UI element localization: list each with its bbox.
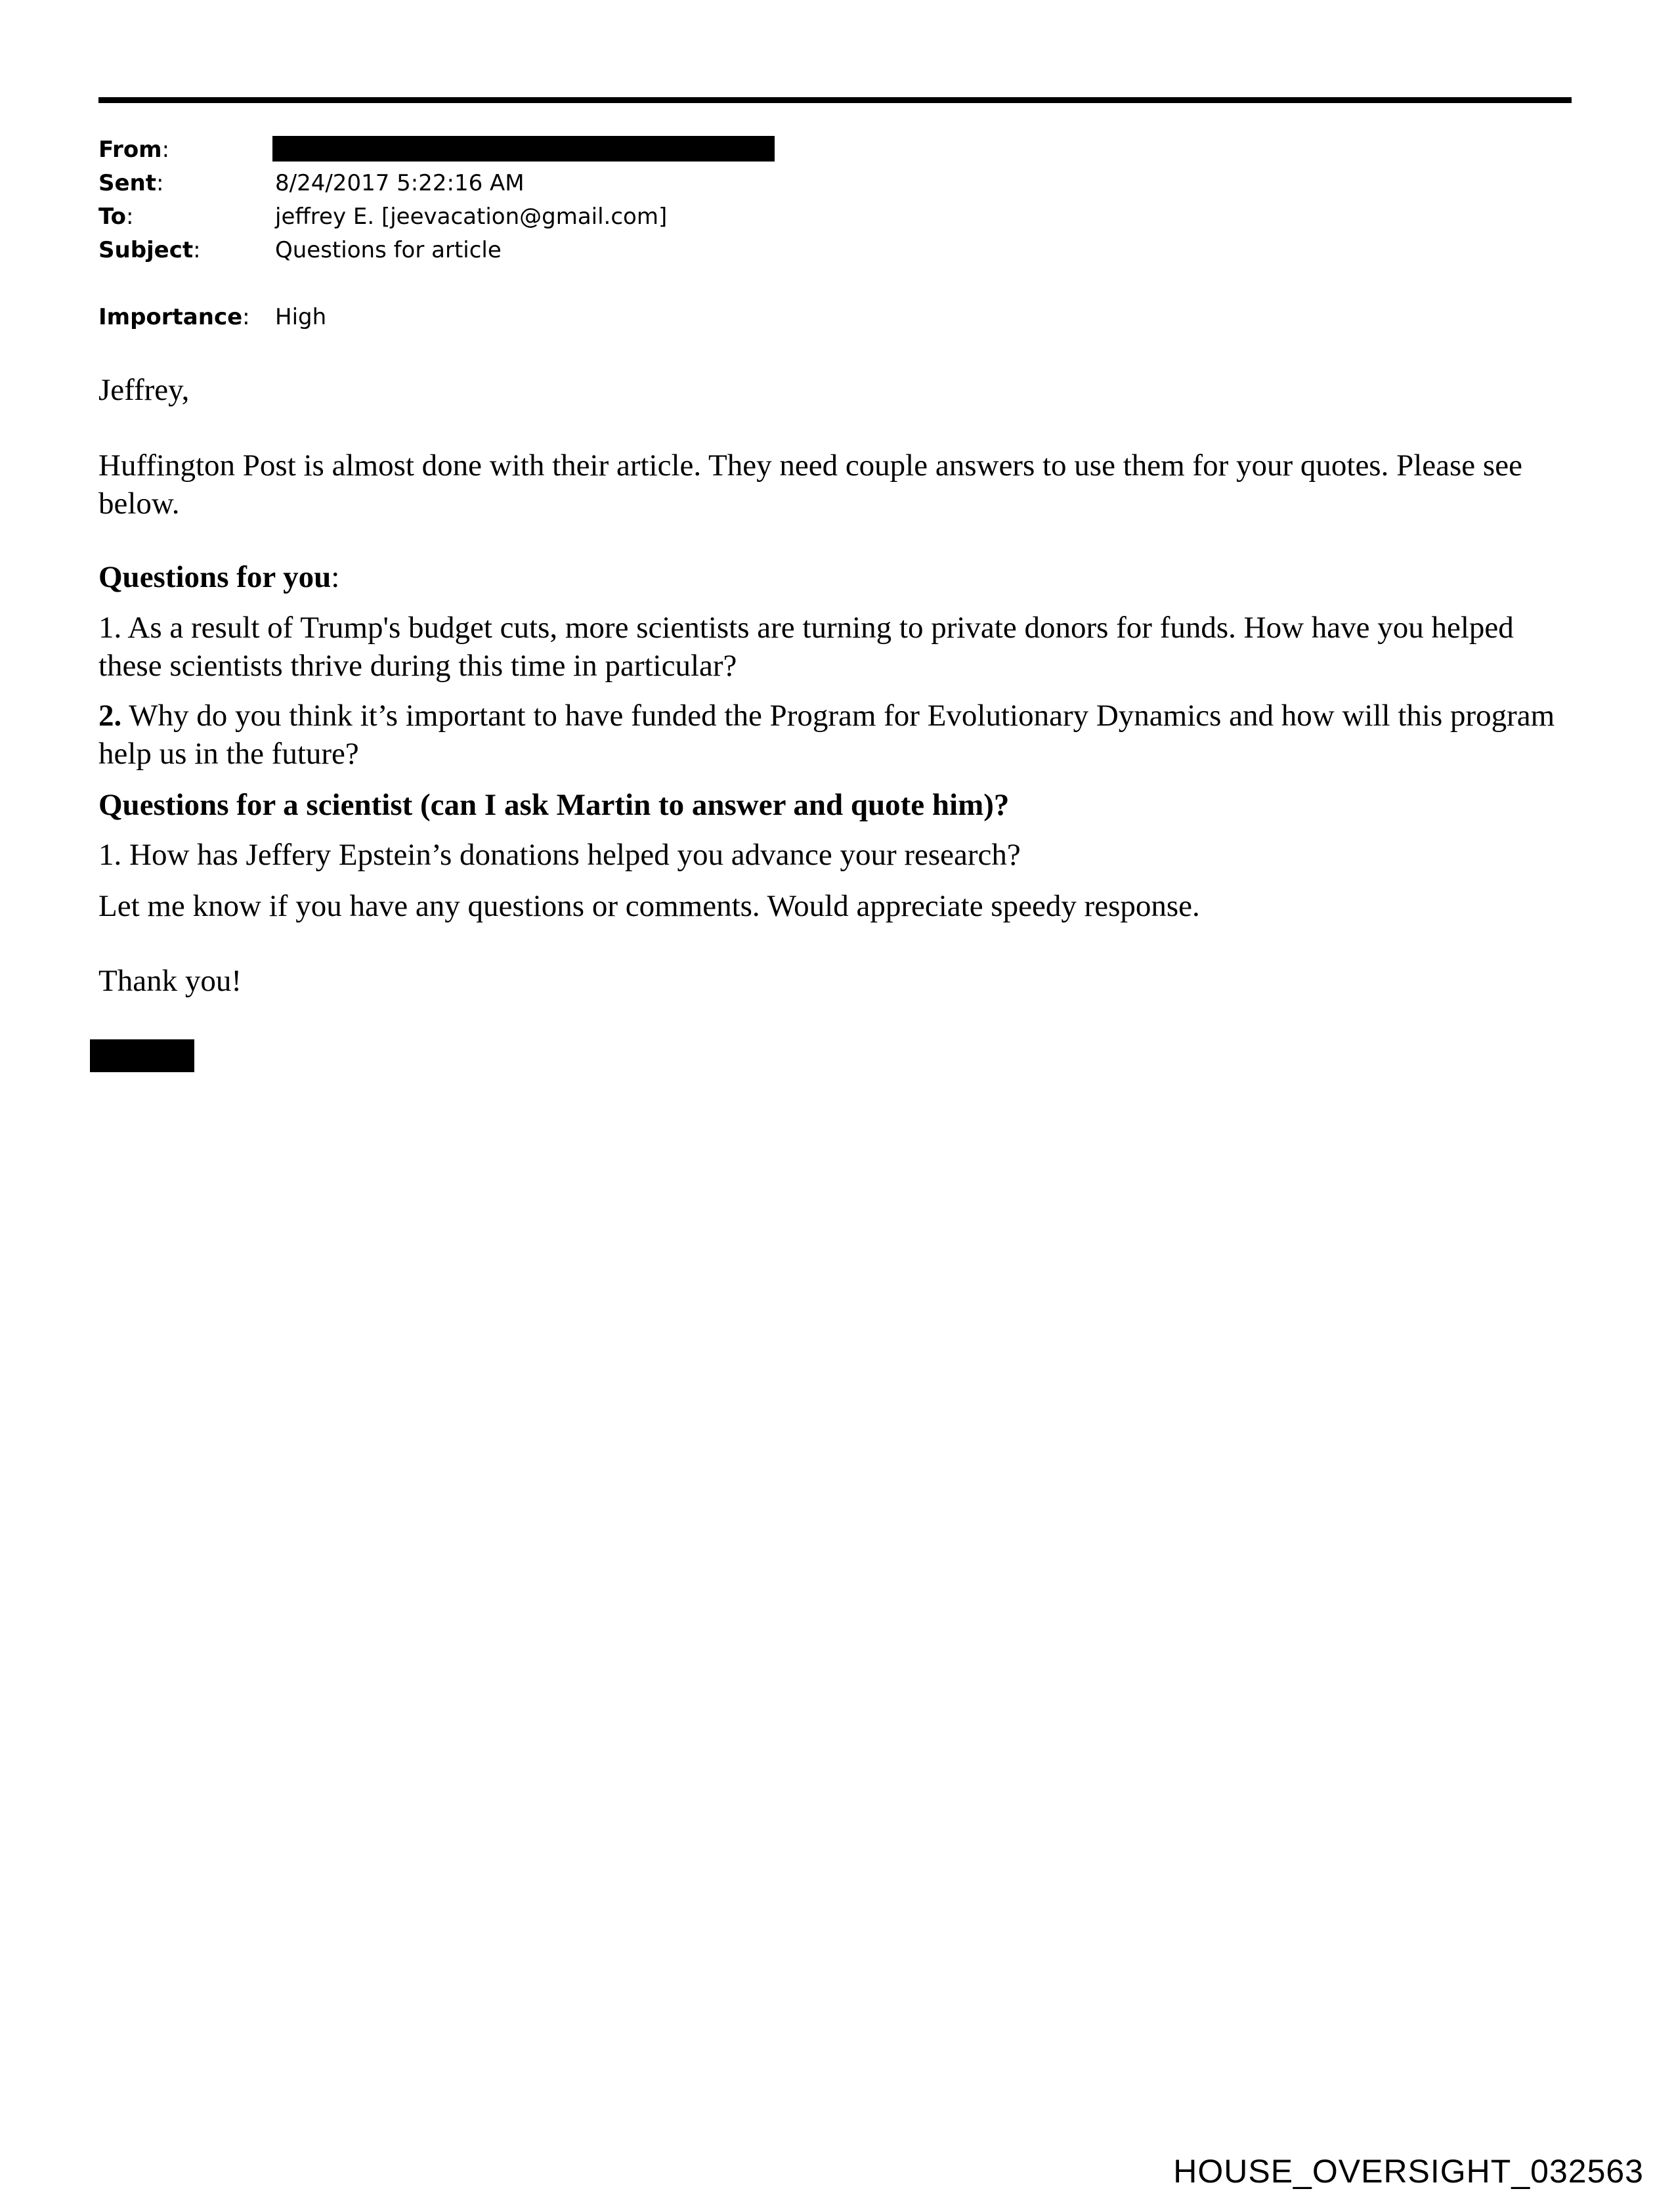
from-redaction bbox=[272, 136, 775, 162]
from-label: From: bbox=[98, 137, 170, 163]
sent-value: 8/24/2017 5:22:16 AM bbox=[275, 170, 525, 196]
thanks-line: Thank you! bbox=[98, 964, 242, 998]
greeting: Jeffrey, bbox=[98, 373, 190, 407]
questions-for-scientist-heading: Questions for a scientist (can I ask Martin to answer and quote him)? bbox=[98, 788, 1010, 822]
importance-value: High bbox=[275, 304, 327, 330]
subject-label: Subject: bbox=[98, 237, 201, 263]
question-1: 1. As a result of Trump's budget cuts, more scientists are turning to private donors for funds. How have you helped these scientists thrive during this time in particular? bbox=[98, 611, 1514, 683]
importance-label: Importance: bbox=[98, 304, 250, 330]
closing-paragraph: Let me know if you have any questions or comments. Would appreciate speedy response. bbox=[98, 889, 1200, 923]
questions-for-you-heading: Questions for you: bbox=[98, 560, 340, 594]
to-label: To: bbox=[98, 204, 134, 230]
sent-label: Sent: bbox=[98, 170, 164, 196]
intro-paragraph: Huffington Post is almost done with their article. They need couple answers to use them for your quotes. Please see below. bbox=[98, 448, 1522, 521]
subject-value: Questions for article bbox=[275, 237, 502, 263]
bates-number: HOUSE_OVERSIGHT_032563 bbox=[1173, 2153, 1644, 2190]
header-rule bbox=[98, 97, 1572, 103]
question-2: 2. Why do you think it’s important to have funded the Program for Evolutionary Dynamics and how will this program help us in the future? bbox=[98, 699, 1555, 771]
signature-redaction bbox=[90, 1039, 194, 1072]
to-value: jeffrey E. [jeevacation@gmail.com] bbox=[275, 204, 668, 230]
scientist-question-1: 1. How has Jeffery Epstein’s donations helped you advance your research? bbox=[98, 838, 1021, 872]
